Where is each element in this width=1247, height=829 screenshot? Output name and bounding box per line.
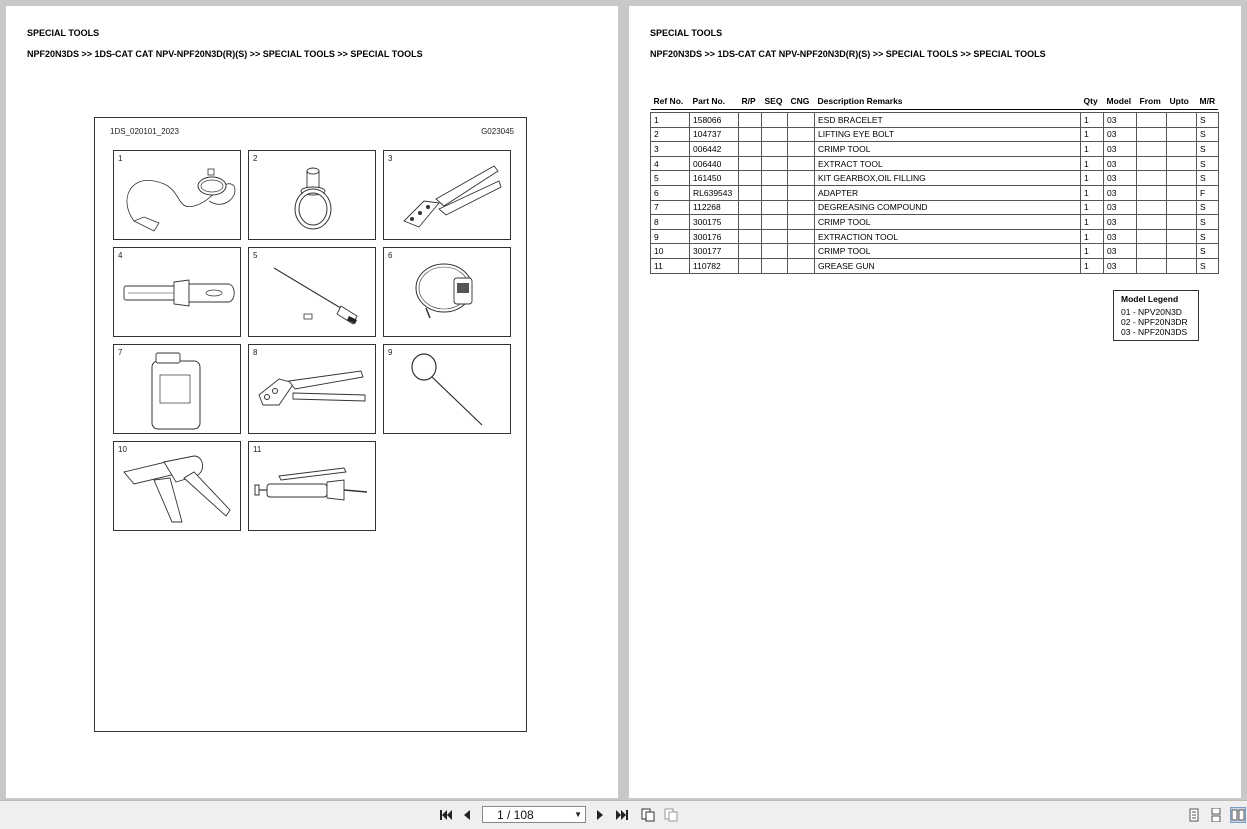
prev-page-button[interactable] xyxy=(459,807,475,823)
cell-cng xyxy=(788,258,815,273)
cell-upto xyxy=(1167,156,1197,171)
cell-cng xyxy=(788,229,815,244)
cell-model: 03 xyxy=(1104,171,1137,186)
cell-desc: CRIMP TOOL xyxy=(815,215,1081,230)
legend-item: 01 - NPV20N3D xyxy=(1121,307,1182,317)
cell-mr: S xyxy=(1197,142,1219,157)
cell-ref: 3 xyxy=(651,142,690,157)
cell-qty: 1 xyxy=(1081,171,1104,186)
cell-qty: 1 xyxy=(1081,258,1104,273)
callout-number: 9 xyxy=(388,348,393,357)
table-row[interactable] xyxy=(651,142,1219,157)
cell-upto xyxy=(1167,229,1197,244)
table-row[interactable] xyxy=(651,113,1219,128)
cell-upto xyxy=(1167,185,1197,200)
cell-rp xyxy=(739,171,762,186)
cell-qty: 1 xyxy=(1081,156,1104,171)
figure-cell-5[interactable] xyxy=(248,247,376,337)
single-page-view-icon xyxy=(1187,808,1201,822)
col-rp: R/P xyxy=(739,93,762,110)
cell-desc: DEGREASING COMPOUND xyxy=(815,200,1081,215)
continuous-view-icon xyxy=(1209,808,1223,822)
cell-model: 03 xyxy=(1104,258,1137,273)
cell-model: 03 xyxy=(1104,215,1137,230)
cell-seq xyxy=(762,215,788,230)
cell-mr: S xyxy=(1197,200,1219,215)
cell-desc: LIFTING EYE BOLT xyxy=(815,127,1081,142)
table-row[interactable] xyxy=(651,185,1219,200)
cell-desc: ADAPTER xyxy=(815,185,1081,200)
oil-filling-kit-icon xyxy=(249,248,375,336)
legend-item: 02 - NPF20N3DR xyxy=(1121,317,1188,327)
cell-mr: S xyxy=(1197,127,1219,142)
extract-tool-icon xyxy=(114,248,240,336)
last-page-icon xyxy=(615,808,629,822)
cell-from xyxy=(1137,156,1167,171)
continuous-view-button[interactable] xyxy=(1208,807,1224,823)
cell-seq xyxy=(762,258,788,273)
cell-mr: S xyxy=(1197,229,1219,244)
cell-part: 300177 xyxy=(690,244,739,259)
cell-rp xyxy=(739,244,762,259)
first-page-icon xyxy=(439,808,453,822)
figure-cell-7[interactable] xyxy=(113,344,241,434)
cell-desc: ESD BRACELET xyxy=(815,113,1081,128)
page-indicator: 1 / 108 xyxy=(497,808,534,822)
col-desc: Description Remarks xyxy=(815,93,1081,110)
cell-part: 300175 xyxy=(690,215,739,230)
figure-cell-10[interactable] xyxy=(113,441,241,531)
cell-part: 104737 xyxy=(690,127,739,142)
cell-rp xyxy=(739,156,762,171)
first-page-button[interactable] xyxy=(438,807,454,823)
table-row[interactable] xyxy=(651,258,1219,273)
cell-qty: 1 xyxy=(1081,244,1104,259)
cell-qty: 1 xyxy=(1081,113,1104,128)
viewer-toolbar xyxy=(0,800,1247,829)
cell-seq xyxy=(762,185,788,200)
facing-view-icon xyxy=(1231,808,1245,822)
cell-model: 03 xyxy=(1104,244,1137,259)
cell-ref: 1 xyxy=(651,113,690,128)
cell-part: RL639543 xyxy=(690,185,739,200)
cell-desc: KIT GEARBOX,OIL FILLING xyxy=(815,171,1081,186)
callout-number: 3 xyxy=(388,154,393,163)
cell-from xyxy=(1137,215,1167,230)
cell-seq xyxy=(762,229,788,244)
callout-number: 7 xyxy=(118,348,123,357)
figure-cell-6[interactable] xyxy=(383,247,511,337)
cell-mr: S xyxy=(1197,113,1219,128)
cell-desc: CRIMP TOOL xyxy=(815,244,1081,259)
next-page-button[interactable] xyxy=(592,807,608,823)
cell-mr: S xyxy=(1197,215,1219,230)
cell-ref: 9 xyxy=(651,229,690,244)
cell-cng xyxy=(788,215,815,230)
table-row[interactable] xyxy=(651,127,1219,142)
cell-qty: 1 xyxy=(1081,200,1104,215)
parts-illustration xyxy=(94,117,527,732)
figure-cell-2[interactable] xyxy=(248,150,376,240)
callout-number: 1 xyxy=(118,154,123,163)
cell-model: 03 xyxy=(1104,142,1137,157)
figure-cell-1[interactable] xyxy=(113,150,241,240)
cell-desc: EXTRACTION TOOL xyxy=(815,229,1081,244)
model-legend xyxy=(1113,290,1199,341)
facing-view-button[interactable] xyxy=(1230,807,1246,823)
callout-number: 6 xyxy=(388,251,393,260)
col-qty: Qty xyxy=(1081,93,1104,110)
cell-upto xyxy=(1167,258,1197,273)
cell-mr: S xyxy=(1197,171,1219,186)
cell-upto xyxy=(1167,215,1197,230)
page-number-select[interactable] xyxy=(482,806,586,823)
cell-part: 158066 xyxy=(690,113,739,128)
crimp-tool-icon xyxy=(384,151,510,239)
cell-ref: 10 xyxy=(651,244,690,259)
figure-cell-9[interactable] xyxy=(383,344,511,434)
cell-model: 03 xyxy=(1104,156,1137,171)
extraction-tool-icon xyxy=(384,345,510,433)
next-page-icon xyxy=(593,808,607,822)
cell-part: 112268 xyxy=(690,200,739,215)
cell-cng xyxy=(788,142,815,157)
single-page-view-button[interactable] xyxy=(1186,807,1202,823)
cell-seq xyxy=(762,142,788,157)
col-part: Part No. xyxy=(690,93,739,110)
callout-number: 5 xyxy=(253,251,258,260)
grease-gun-icon xyxy=(249,442,375,530)
lifting-eye-bolt-icon xyxy=(249,151,375,239)
callout-number: 2 xyxy=(253,154,258,163)
cell-from xyxy=(1137,258,1167,273)
right-document-page xyxy=(629,6,1241,798)
cell-seq xyxy=(762,113,788,128)
crimp-gun-icon xyxy=(114,442,240,530)
table-row[interactable] xyxy=(651,215,1219,230)
cell-cng xyxy=(788,127,815,142)
table-row[interactable] xyxy=(651,229,1219,244)
cell-model: 03 xyxy=(1104,127,1137,142)
cell-part: 110782 xyxy=(690,258,739,273)
col-model: Model xyxy=(1104,93,1137,110)
left-document-page xyxy=(6,6,618,798)
cell-rp xyxy=(739,258,762,273)
cell-rp xyxy=(739,185,762,200)
breadcrumb: NPF20N3DS >> 1DS-CAT CAT NPV-NPF20N3D(R)(S) >> SPECIAL TOOLS >> SPECIAL TOOLS xyxy=(650,49,1046,59)
cell-upto xyxy=(1167,127,1197,142)
col-mr: M/R xyxy=(1197,93,1219,110)
cell-ref: 7 xyxy=(651,200,690,215)
cell-cng xyxy=(788,156,815,171)
cell-cng xyxy=(788,185,815,200)
col-ref: Ref No. xyxy=(651,93,690,110)
cell-from xyxy=(1137,200,1167,215)
cell-desc: EXTRACT TOOL xyxy=(815,156,1081,171)
crimp-tool-icon xyxy=(249,345,375,433)
cell-upto xyxy=(1167,171,1197,186)
cell-rp xyxy=(739,215,762,230)
col-upto: Upto xyxy=(1167,93,1197,110)
cell-mr: S xyxy=(1197,258,1219,273)
cell-qty: 1 xyxy=(1081,185,1104,200)
cell-part: 161450 xyxy=(690,171,739,186)
cell-from xyxy=(1137,127,1167,142)
page-title: SPECIAL TOOLS xyxy=(27,28,100,38)
thumbnail-view-button[interactable] xyxy=(640,807,656,823)
degreasing-canister-icon xyxy=(114,345,240,433)
cell-rp xyxy=(739,142,762,157)
cell-ref: 6 xyxy=(651,185,690,200)
cell-upto xyxy=(1167,244,1197,259)
cell-cng xyxy=(788,113,815,128)
cell-from xyxy=(1137,171,1167,186)
esd-bracelet-icon xyxy=(114,151,240,239)
cell-ref: 8 xyxy=(651,215,690,230)
figure-cell-3[interactable] xyxy=(383,150,511,240)
cell-model: 03 xyxy=(1104,229,1137,244)
cell-seq xyxy=(762,200,788,215)
cell-mr: S xyxy=(1197,156,1219,171)
cell-model: 03 xyxy=(1104,200,1137,215)
callout-number: 10 xyxy=(118,445,127,454)
cell-qty: 1 xyxy=(1081,127,1104,142)
figure-cell-11[interactable] xyxy=(248,441,376,531)
page-title: SPECIAL TOOLS xyxy=(650,28,723,38)
cell-cng xyxy=(788,200,815,215)
cell-rp xyxy=(739,113,762,128)
thumbnail-view-icon xyxy=(641,808,655,822)
col-cng: CNG xyxy=(788,93,815,110)
figure-code: 1DS_020101_2023 xyxy=(110,127,179,136)
cell-ref: 2 xyxy=(651,127,690,142)
cell-rp xyxy=(739,229,762,244)
cell-part: 006440 xyxy=(690,156,739,171)
cell-seq xyxy=(762,171,788,186)
table-row[interactable] xyxy=(651,200,1219,215)
cell-model: 03 xyxy=(1104,185,1137,200)
cell-upto xyxy=(1167,113,1197,128)
cell-qty: 1 xyxy=(1081,142,1104,157)
cell-seq xyxy=(762,127,788,142)
cell-part: 006442 xyxy=(690,142,739,157)
two-page-view-button[interactable] xyxy=(663,807,679,823)
cell-mr: S xyxy=(1197,244,1219,259)
table-row[interactable] xyxy=(651,171,1219,186)
legend-item: 03 - NPF20N3DS xyxy=(1121,327,1188,337)
cell-seq xyxy=(762,156,788,171)
callout-number: 4 xyxy=(118,251,123,260)
callout-number: 8 xyxy=(253,348,258,357)
cell-ref: 4 xyxy=(651,156,690,171)
callout-number: 11 xyxy=(253,445,262,454)
chevron-down-icon: ▼ xyxy=(574,810,582,819)
table-row[interactable] xyxy=(651,244,1219,259)
cell-from xyxy=(1137,113,1167,128)
cell-desc: CRIMP TOOL xyxy=(815,142,1081,157)
cell-qty: 1 xyxy=(1081,229,1104,244)
cell-from xyxy=(1137,185,1167,200)
breadcrumb: NPF20N3DS >> 1DS-CAT CAT NPV-NPF20N3D(R)(S) >> SPECIAL TOOLS >> SPECIAL TOOLS xyxy=(27,49,423,59)
col-seq: SEQ xyxy=(762,93,788,110)
two-page-view-icon xyxy=(664,808,678,822)
adapter-cable-icon xyxy=(384,248,510,336)
table-header xyxy=(651,93,1219,110)
cell-ref: 11 xyxy=(651,258,690,273)
cell-upto xyxy=(1167,142,1197,157)
cell-model: 03 xyxy=(1104,113,1137,128)
table-row[interactable] xyxy=(651,156,1219,171)
cell-seq xyxy=(762,244,788,259)
cell-part: 300176 xyxy=(690,229,739,244)
figure-cell-4[interactable] xyxy=(113,247,241,337)
cell-rp xyxy=(739,127,762,142)
cell-desc: GREASE GUN xyxy=(815,258,1081,273)
figure-graphic-code: G023045 xyxy=(481,127,514,136)
cell-from xyxy=(1137,244,1167,259)
prev-page-icon xyxy=(460,808,474,822)
parts-table xyxy=(650,93,1219,274)
cell-upto xyxy=(1167,200,1197,215)
cell-from xyxy=(1137,229,1167,244)
cell-qty: 1 xyxy=(1081,215,1104,230)
cell-mr: F xyxy=(1197,185,1219,200)
col-from: From xyxy=(1137,93,1167,110)
cell-rp xyxy=(739,200,762,215)
cell-ref: 5 xyxy=(651,171,690,186)
figure-cell-8[interactable] xyxy=(248,344,376,434)
legend-title: Model Legend xyxy=(1121,294,1179,304)
cell-from xyxy=(1137,142,1167,157)
cell-cng xyxy=(788,171,815,186)
last-page-button[interactable] xyxy=(614,807,630,823)
cell-cng xyxy=(788,244,815,259)
